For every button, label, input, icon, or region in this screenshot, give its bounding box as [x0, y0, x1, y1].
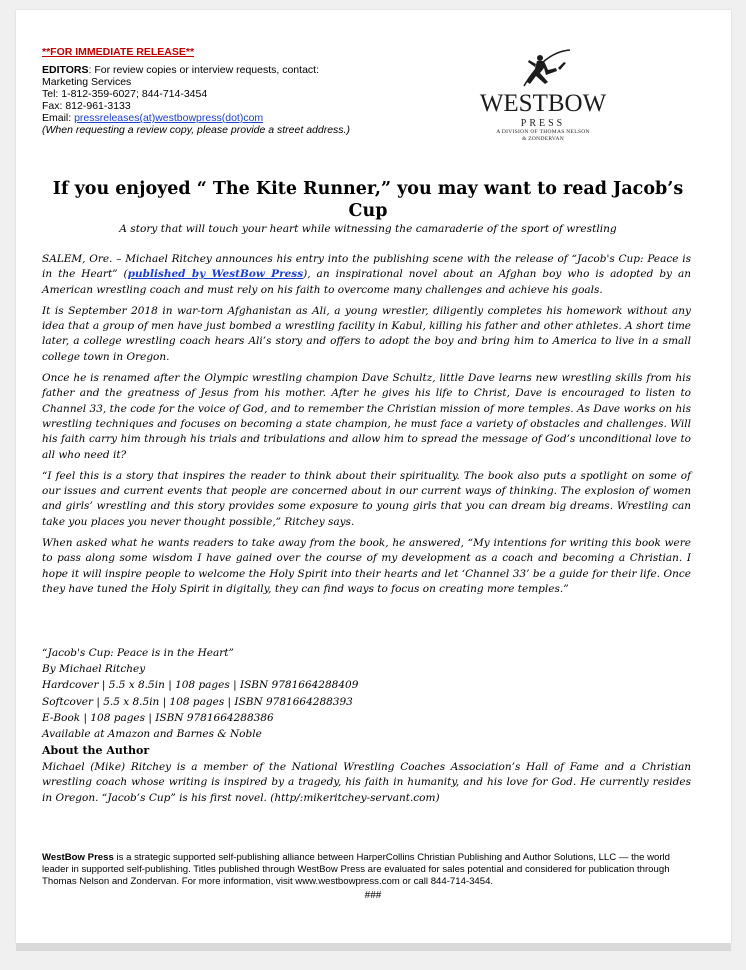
softcover-info: Softcover | 5.5 x 8.5in | 108 pages | ISBN 9781664288393 — [42, 695, 353, 708]
page-bottom-edge — [16, 943, 731, 951]
publisher-link[interactable]: published by WestBow Press — [127, 268, 304, 281]
press-release-body — [42, 252, 691, 603]
logo-division-line-2: & ZONDERVAN — [521, 136, 565, 142]
logo-division-line-1: A DIVISION OF THOMAS NELSON — [496, 129, 590, 135]
footer-brand: WestBow Press — [42, 852, 114, 863]
press-release-title: If you enjoyed “ The Kite Runner,” you may want to read Jacob’s Cup — [52, 179, 684, 221]
westbow-logo — [474, 46, 612, 142]
paragraph-synopsis: It is September 2018 in war-torn Afghanistan as Ali, a young wrestler, diligently completes his homework without any idea that a group of men have just bombed a wrestling facility in Kabul, killing his father and other athletes. A short time later, a college wrestling coach hears Ali’s story and offers to adopt the boy and bring him to America to live in a small college town in Oregon. — [42, 304, 691, 363]
about-author-heading: About the Author — [42, 744, 150, 757]
book-details — [42, 645, 691, 742]
logo-division — [474, 129, 612, 143]
availability: Available at Amazon and Barnes & Noble — [42, 728, 262, 741]
editors-line — [42, 64, 442, 76]
logo-press: PRESS — [520, 118, 566, 129]
ebook-info: E-Book | 108 pages | ISBN 9781664288386 — [42, 711, 274, 724]
paragraph-announcement-start: SALEM, Ore. – Michael Ritchey announces his entry into the publishing scene with the release of “Jacob's Cup: Peace is in the Heart” ( — [42, 253, 691, 281]
wrestler-logo-icon — [474, 46, 612, 92]
department: Marketing Services — [42, 76, 132, 88]
review-copy-note: (When requesting a review copy, please provide a street address.) — [42, 124, 350, 136]
logo-wordmark: WESTBOW — [479, 90, 607, 117]
release-notice: **FOR IMMEDIATE RELEASE** — [42, 46, 195, 58]
paragraph-announcement-end: ), an inspirational novel about an Afghan boy who is adopted by an American wrestling coach and must rely on his faith to overcome many challenges and achieve his goals. — [42, 268, 692, 296]
email-link[interactable]: pressreleases(at)westbowpress(dot)com — [74, 112, 264, 124]
fax: Fax: 812-961-3133 — [42, 100, 131, 112]
paragraph-intentions: When asked what he wants readers to take away from the book, he answered, “My intentions for writing this book were to pass along some wisdom I have gained over the course of my development as a coach and becoming a Christian. I hope it will inspire people to welcome the Holy Spirit into their hearts and let ‘Channel 33’ be a guide for their life. Once they have tuned the Holy Spirit in digitally, they can find ways to focus on creating more temples.” — [42, 537, 691, 595]
about-author-text: Michael (Mike) Ritchey is a member of the National Wrestling Coaches Association’s Hall of Fame and a Christian wrestling coach whose writing is inspired by a tragedy, his faith in humanity, and his love for God. He currently resides in Oregon. “Jacob’s Cup” is his first novel. (http/:mikeritchey-servant.com) — [42, 761, 691, 804]
paragraph-plot: Once he is renamed after the Olympic wrestling champion Dave Schultz, little Dave learns new wrestling skills from his father and the greatness of Jesus from his mother. After he gives his life to Christ, Dave is encouraged to listen to Channel 33, the code for the voice of God, and to remember the Christian mission of more temples. As Dave works on his wrestling techniques and focuses on becoming a state champion, he must face a variety of obstacles and challenges. Will his faith carry him through his trials and tribulations and allow him to spread the message of God’s unconditional love to all who need it? — [42, 372, 691, 461]
paragraph-quote: “I feel this is a story that inspires the reader to think about their spirituality. The book also puts a spotlight on some of our issues and current events that people are concerned about in our current ways of thinking. The explosion of women and girls’ wrestling and this story provides some exposure to young girls that you can dream big dreams. Wrestling can take you places you never thought possible,” Ritchey says. — [42, 469, 691, 528]
email-label: Email: — [42, 112, 75, 124]
email-line — [42, 112, 442, 124]
editors-label: EDITORS — [42, 64, 89, 76]
end-mark: ### — [364, 890, 382, 901]
publisher-boilerplate — [42, 852, 692, 888]
book-title: “Jacob's Cup: Peace is in the Heart” — [42, 647, 234, 659]
contact-header — [42, 46, 442, 136]
paragraph-announcement — [42, 252, 691, 298]
telephone: Tel: 1-812-359-6027; 844-714-3454 — [42, 88, 208, 100]
hardcover-info: Hardcover | 5.5 x 8.5in | 108 pages | ISBN 9781664288409 — [42, 679, 359, 692]
footer-text: is a strategic supported self-publishing alliance between HarperCollins Christian Publishing and Author Solutions, LLC — the world leader in supported self-publishing. Titles published through WestBow Press are evaluated for sales potential and considered for publication through Thomas Nelson and Zondervan. For more information, visit www.westbowpress.com or call 844-714-3454. — [42, 852, 671, 887]
editors-text: : For review copies or interview requests, contact: — [88, 64, 319, 76]
book-author: By Michael Ritchey — [42, 663, 146, 676]
press-release-subtitle: A story that will touch your heart while witnessing the camaraderie of the sport of wrestling — [119, 223, 617, 235]
